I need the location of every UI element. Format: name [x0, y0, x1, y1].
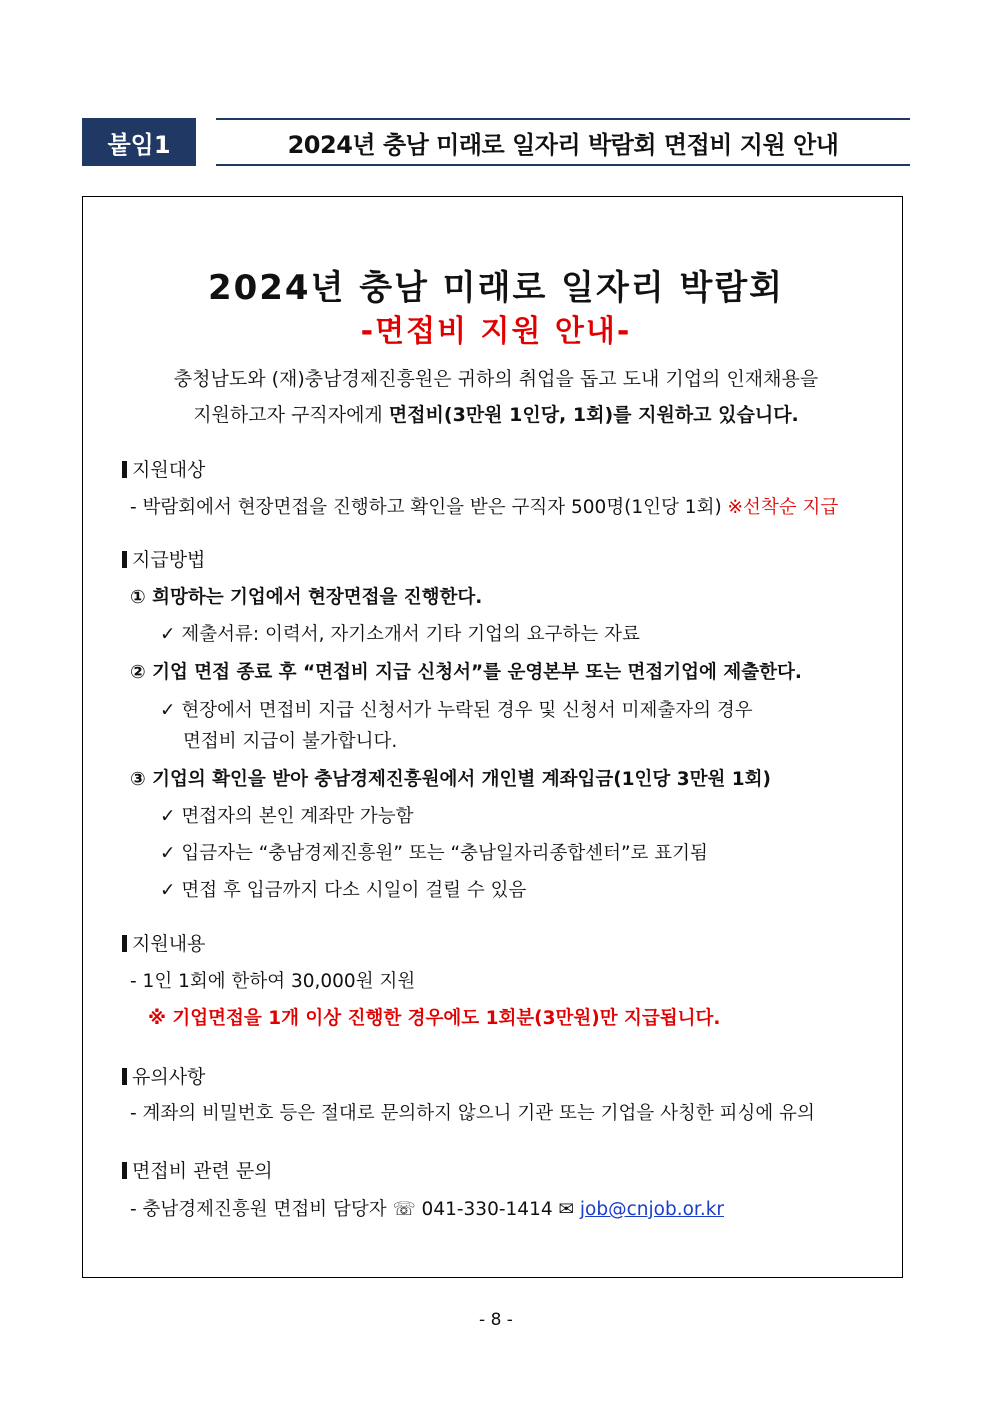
section-content-heading [122, 929, 205, 956]
notice-title: 2024년 충남 미래로 일자리 박람회 [207, 268, 785, 308]
method-step-3-check-1: ✓ 면접자의 본인 계좌만 가능함 [160, 806, 414, 827]
header-title: 2024년 충남 미래로 일자리 박람회 면접비 지원 안내 [216, 118, 910, 166]
method-step-3-check-3: ✓ 면접 후 입금까지 다소 시일이 걸릴 수 있음 [160, 880, 527, 901]
contact-text: - 충남경제진흥원 면접비 담당자 [130, 1199, 393, 1220]
phone-icon: ☏ [392, 1199, 416, 1220]
intro-line-2-emphasis: 면접비(3만원 1인당, 1회)를 지원하고 있습니다. [388, 404, 799, 426]
section-marker [122, 935, 127, 952]
target-item [130, 493, 838, 519]
target-note: ※선착순 지급 [721, 497, 839, 518]
caution-item: - 계좌의 비밀번호 등은 절대로 문의하지 않으니 기관 또는 기업을 사칭한 피싱에 유의 [130, 1103, 815, 1124]
target-item-text: - 박람회에서 현장면접을 진행하고 확인을 받은 구직자 500명(1인당 1회) [130, 497, 722, 518]
section-content-label: 지원내용 [132, 933, 206, 955]
notice-subtitle: -면접비 지원 안내- [360, 314, 632, 349]
section-contact-heading [122, 1156, 273, 1183]
intro-line-2-text: 지원하고자 구직자에게 [193, 404, 389, 426]
section-marker [122, 1068, 127, 1085]
attachment-tag: 붙임1 [82, 118, 196, 166]
page-number: - 8 - [479, 1310, 513, 1330]
method-step-2-check-cont: 면접비 지급이 불가합니다. [183, 731, 398, 752]
method-step-3-check-2: ✓ 입금자는 “충남경제진흥원” 또는 “충남일자리종합센터”로 표기됨 [160, 843, 708, 864]
section-marker [122, 551, 127, 568]
section-marker [122, 1162, 127, 1179]
contact-email-link[interactable]: job@cnjob.or.kr [579, 1199, 725, 1220]
section-target-heading [122, 455, 205, 482]
mail-icon: ✉ [558, 1199, 575, 1220]
contact-item [130, 1195, 724, 1221]
section-contact-label: 면접비 관련 문의 [132, 1160, 273, 1182]
method-step-1-check: ✓ 제출서류: 이력서, 자기소개서 기타 기업의 요구하는 자료 [160, 624, 640, 645]
method-step-2-check: ✓ 현장에서 면접비 지급 신청서가 누락된 경우 및 신청서 미제출자의 경우 [160, 700, 753, 721]
section-target-label: 지원대상 [132, 459, 206, 481]
content-item: - 1인 1회에 한하여 30,000원 지원 [130, 971, 416, 992]
method-step-2: ② 기업 면접 종료 후 “면접비 지급 신청서”를 운영본부 또는 면접기업에 제출한다. [130, 662, 802, 683]
intro-line-2 [0, 400, 992, 427]
contact-phone: 041-330-1414 [415, 1199, 559, 1220]
section-caution-heading [122, 1062, 205, 1089]
content-note: ※ 기업면접을 1개 이상 진행한 경우에도 1회분(3만원)만 지급됩니다. [148, 1008, 721, 1029]
section-caution-label: 유의사항 [132, 1066, 206, 1088]
section-marker [122, 461, 127, 478]
method-step-3: ③ 기업의 확인을 받아 충남경제진흥원에서 개인별 계좌입금(1인당 3만원 1회) [130, 769, 771, 790]
method-step-1: ① 희망하는 기업에서 현장면접을 진행한다. [130, 587, 483, 608]
intro-line-1: 충청남도와 (재)충남경제진흥원은 귀하의 취업을 돕고 도내 기업의 인재채용을 [173, 368, 819, 390]
section-method-heading [122, 545, 205, 572]
section-method-label: 지급방법 [132, 549, 206, 571]
